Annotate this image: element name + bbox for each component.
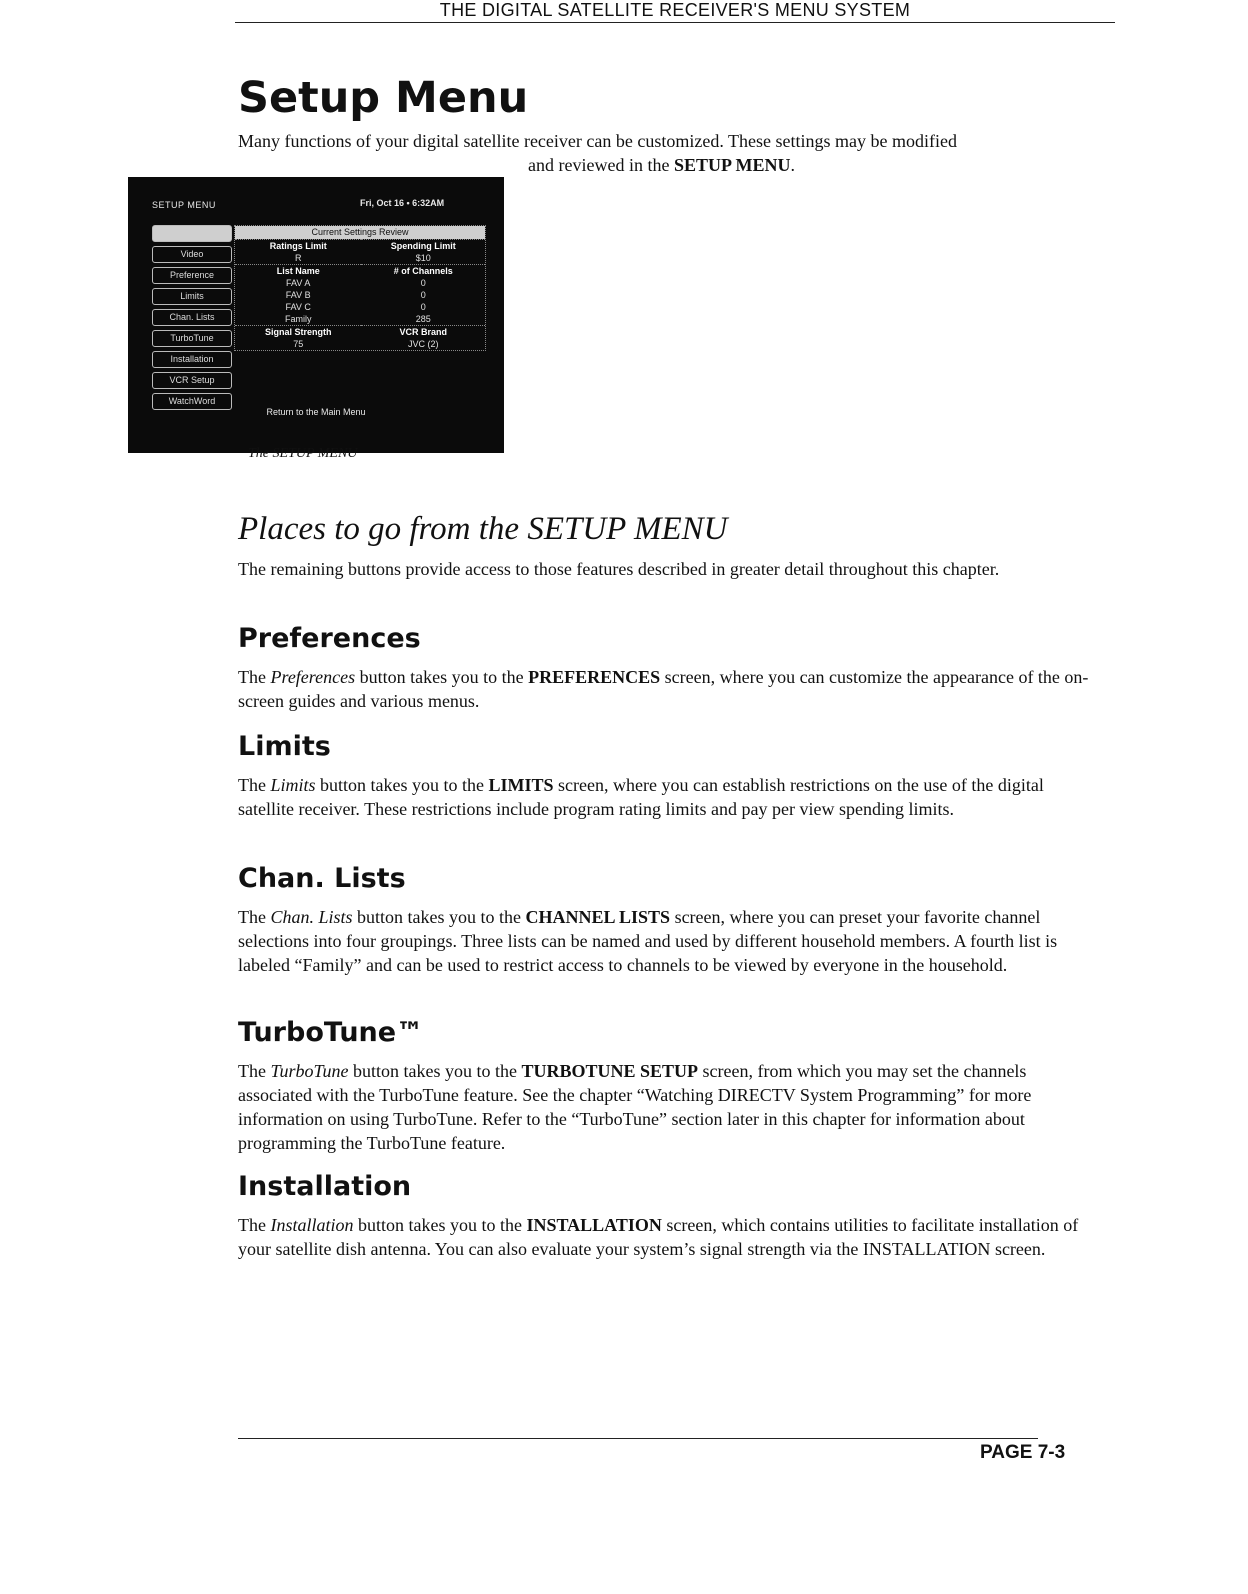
signal-value: 75 xyxy=(293,339,304,349)
list-count: 0 xyxy=(420,290,426,300)
list-count: 0 xyxy=(420,302,426,312)
text: The xyxy=(238,1061,271,1081)
list-name: FAV B xyxy=(285,290,311,300)
settings-review-panel xyxy=(234,225,486,351)
screen-name: INSTALLATION xyxy=(526,1215,662,1235)
col-channels: # of Channels xyxy=(361,265,485,278)
turbotune-text xyxy=(238,1059,1098,1155)
button-name: Limits xyxy=(270,775,316,795)
button-name: TurboTune xyxy=(270,1061,349,1081)
text: screen, where you can establish restrictions on the use of the digital satellite receiver. These restrictions include program rating limits and pay per view spending limits. xyxy=(238,775,1044,819)
text: The xyxy=(238,775,271,795)
places-text: The remaining buttons provide access to those features described in greater detail throughout this chapter. xyxy=(238,559,1000,579)
text: button takes you to the xyxy=(315,775,489,795)
screen-menu-item: TurboTune xyxy=(152,330,232,347)
chan-lists-heading: Chan. Lists xyxy=(238,863,406,894)
turbotune-heading: TurboTune™ xyxy=(238,1017,424,1048)
text: The xyxy=(238,667,271,687)
page-number: PAGE 7-3 xyxy=(980,1442,1066,1463)
page-title: Setup Menu xyxy=(238,73,529,123)
button-name: Preferences xyxy=(270,667,356,687)
ratings-value: R xyxy=(294,253,302,263)
screen-title: SETUP MENU xyxy=(152,200,216,210)
list-count: 0 xyxy=(420,278,426,288)
screen-menu-item: Limits xyxy=(152,288,232,305)
figure-caption: The SETUP MENU xyxy=(248,446,358,461)
screen-menu-item: WatchWord xyxy=(152,393,232,410)
chan-lists-text xyxy=(238,905,1098,977)
preferences-heading: Preferences xyxy=(238,623,421,654)
col-signal: Signal Strength xyxy=(235,326,361,339)
list-count: 285 xyxy=(415,314,431,324)
text: screen, which contains utilities to facilitate installation of your satellite dish antenna. You can also evaluate your system’s signal strength via the xyxy=(238,1215,1079,1259)
review-header: Current Settings Review xyxy=(235,226,485,239)
intro-paragraph xyxy=(238,129,1098,177)
running-header: THE DIGITAL SATELLITE RECEIVER'S MENU SYSTEM xyxy=(235,0,1115,23)
intro-text: and reviewed in the xyxy=(528,155,674,175)
button-name: Chan. Lists xyxy=(270,907,353,927)
review-grid xyxy=(235,239,485,350)
col-vcr: VCR Brand xyxy=(361,326,485,339)
screen-menu-item: Preference xyxy=(152,267,232,284)
col-ratings: Ratings Limit xyxy=(235,240,361,253)
intro-bold-term: SETUP MENU xyxy=(673,155,791,175)
screen-menu-item: VCR Setup xyxy=(152,372,232,389)
screen-menu-item: Chan. Lists xyxy=(152,309,232,326)
installation-heading: Installation xyxy=(238,1171,412,1202)
screen-name: LIMITS xyxy=(488,775,554,795)
text: button takes you to the xyxy=(353,1215,527,1235)
footer-rule xyxy=(238,1438,1038,1439)
button-name: Installation xyxy=(270,1215,354,1235)
screen-footer: Return to the Main Menu xyxy=(266,407,366,417)
screen-name: PREFERENCES xyxy=(528,667,661,687)
text: screen, where you can preset your favorite channel selections into four groupings. Three lists can be named and used by different household members. A fourth list is labeled “Family” and can be used to restrict access to channels to be viewed by everyone in the household. xyxy=(238,907,1058,975)
intro-line-1: Many functions of your digital satellite receiver can be customized. These settings may be modified xyxy=(238,131,957,151)
setup-menu-screenshot xyxy=(128,177,504,453)
screen-name: TURBOTUNE SETUP xyxy=(521,1061,699,1081)
intro-line-2 xyxy=(238,153,1098,177)
places-heading: Places to go from the SETUP MENU xyxy=(238,511,728,547)
col-spending: Spending Limit xyxy=(361,240,485,253)
screen-menu-item xyxy=(152,225,232,242)
screen-side-menu xyxy=(152,225,232,414)
screen-menu-item: Installation xyxy=(152,351,232,368)
limits-text xyxy=(238,773,1098,821)
text: screen. xyxy=(990,1239,1046,1259)
text: button takes you to the xyxy=(355,667,529,687)
screen-name: INSTALLATION xyxy=(862,1239,991,1259)
spending-value: $10 xyxy=(415,253,431,263)
installation-text xyxy=(238,1213,1098,1261)
vcr-value: JVC (2) xyxy=(407,339,439,349)
text: button takes you to the xyxy=(352,907,526,927)
text: button takes you to the xyxy=(348,1061,522,1081)
intro-text-end: . xyxy=(790,155,795,175)
limits-heading: Limits xyxy=(238,731,331,762)
list-name: FAV C xyxy=(285,302,311,312)
text: screen, from which you may set the channels associated with the TurboTune feature. See the chapter “Watching DIRECTV System Programming” for more information on using TurboTune. Refer to the “TurboTune” section later in this chapter for information about programming the TurboTune feature. xyxy=(238,1061,1032,1153)
text: The xyxy=(238,907,271,927)
text: The xyxy=(238,1215,271,1235)
preferences-text xyxy=(238,665,1098,713)
list-name: FAV A xyxy=(286,278,311,288)
screen-menu-item: Video xyxy=(152,246,232,263)
text: screen, where you can customize the appearance of the on-screen guides and various menus. xyxy=(238,667,1089,711)
col-list-name: List Name xyxy=(235,265,361,278)
screen-name: CHANNEL LISTS xyxy=(525,907,671,927)
screen-date: Fri, Oct 16 • 6:32AM xyxy=(360,198,445,208)
list-name: Family xyxy=(284,314,312,324)
